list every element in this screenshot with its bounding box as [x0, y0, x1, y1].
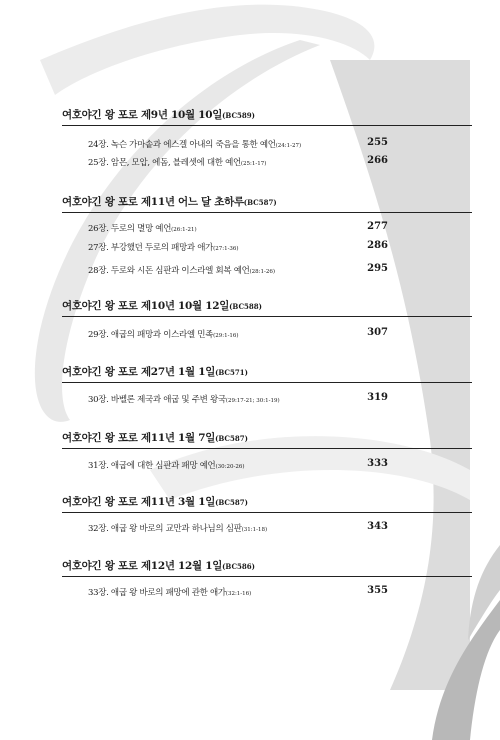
section-year-tag: (BC587) — [215, 434, 248, 443]
section-title — [62, 364, 248, 379]
section-divider — [62, 448, 472, 449]
section-title — [62, 194, 277, 209]
chapter-reference: (28:1-26) — [249, 269, 276, 275]
section-year-tag: (BC589) — [222, 111, 255, 120]
section-divider — [62, 125, 472, 126]
section-title-text: 여호야긴 왕 포로 제12년 12월 1일 — [62, 560, 223, 572]
section-title-text: 여호야긴 왕 포로 제11년 3월 1일 — [62, 496, 216, 508]
section-year-tag: (BC588) — [229, 302, 262, 311]
section-title-text: 여호야긴 왕 포로 제9년 10월 10일 — [62, 109, 223, 121]
section-title-text: 여호야긴 왕 포로 제11년 어느 달 초하루 — [62, 196, 244, 208]
page-number: 277 — [367, 221, 388, 232]
section-title — [62, 298, 262, 313]
chapter-reference: (26:1-21) — [171, 227, 197, 233]
section-title — [62, 494, 248, 509]
page-number: 286 — [367, 240, 388, 251]
section-divider — [62, 316, 472, 317]
chapter-reference: (29:1-16) — [213, 333, 239, 339]
page-number: 333 — [367, 458, 388, 469]
chapter-reference: (27:1-36) — [213, 246, 239, 252]
chapter-reference: (24:1-27) — [275, 143, 302, 149]
section-year-tag: (BC586) — [222, 562, 255, 571]
page-number: 266 — [367, 155, 388, 166]
chapter-reference: (31:1-18) — [241, 527, 268, 533]
section-divider — [62, 576, 472, 577]
section-divider — [62, 512, 472, 513]
section-year-tag: (BC587) — [243, 198, 277, 207]
section-title — [62, 558, 255, 573]
chapter-title: 25장. 암몬, 모압, 에돔, 블레셋에 대한 예언 — [88, 158, 241, 168]
page-number: 319 — [367, 392, 388, 403]
page-number: 343 — [367, 521, 388, 532]
section-title — [62, 430, 248, 445]
chapter-reference: (32:1-16) — [225, 591, 252, 597]
chapter-title: 24장. 녹슨 가마솥과 에스겔 아내의 죽음을 통한 예언 — [88, 140, 276, 150]
page-number: 295 — [367, 263, 388, 274]
section-divider — [62, 382, 472, 383]
chapter-title: 31장. 애굽에 대한 심판과 패망 예언 — [88, 461, 216, 471]
section-year-tag: (BC571) — [215, 368, 248, 377]
section-divider — [62, 212, 472, 213]
chapter-title: 28장. 두로와 시돈 심판과 이스라엘 회복 예언 — [88, 266, 250, 276]
section-title — [62, 107, 255, 122]
page-number: 307 — [367, 327, 388, 338]
page-number: 255 — [367, 137, 388, 148]
page-number: 355 — [367, 585, 388, 596]
chapter-title: 26장. 두로의 멸망 예언 — [88, 224, 172, 234]
chapter-reference: (30:20-26) — [215, 464, 245, 470]
section-title-text: 여호야긴 왕 포로 제10년 10월 12일 — [62, 300, 230, 312]
chapter-reference: (29:17-21; 30:1-19) — [225, 398, 280, 404]
chapter-title: 32장. 애굽 왕 바로의 교만과 하나님의 심판 — [88, 524, 242, 534]
chapter-title: 33장. 애굽 왕 바로의 패망에 관한 애가 — [88, 588, 226, 598]
chapter-title: 30장. 바벨론 제국과 애굽 및 주변 왕국 — [88, 395, 226, 405]
chapter-title: 27장. 부강했던 두로의 패망과 애가 — [88, 243, 214, 253]
section-title-text: 여호야긴 왕 포로 제11년 1월 7일 — [62, 432, 216, 444]
section-title-text: 여호야긴 왕 포로 제27년 1월 1일 — [62, 366, 216, 378]
chapter-title: 29장. 애굽의 패망과 이스라엘 민족 — [88, 330, 214, 340]
section-year-tag: (BC587) — [215, 498, 248, 507]
chapter-reference: (25:1-17) — [240, 161, 267, 167]
